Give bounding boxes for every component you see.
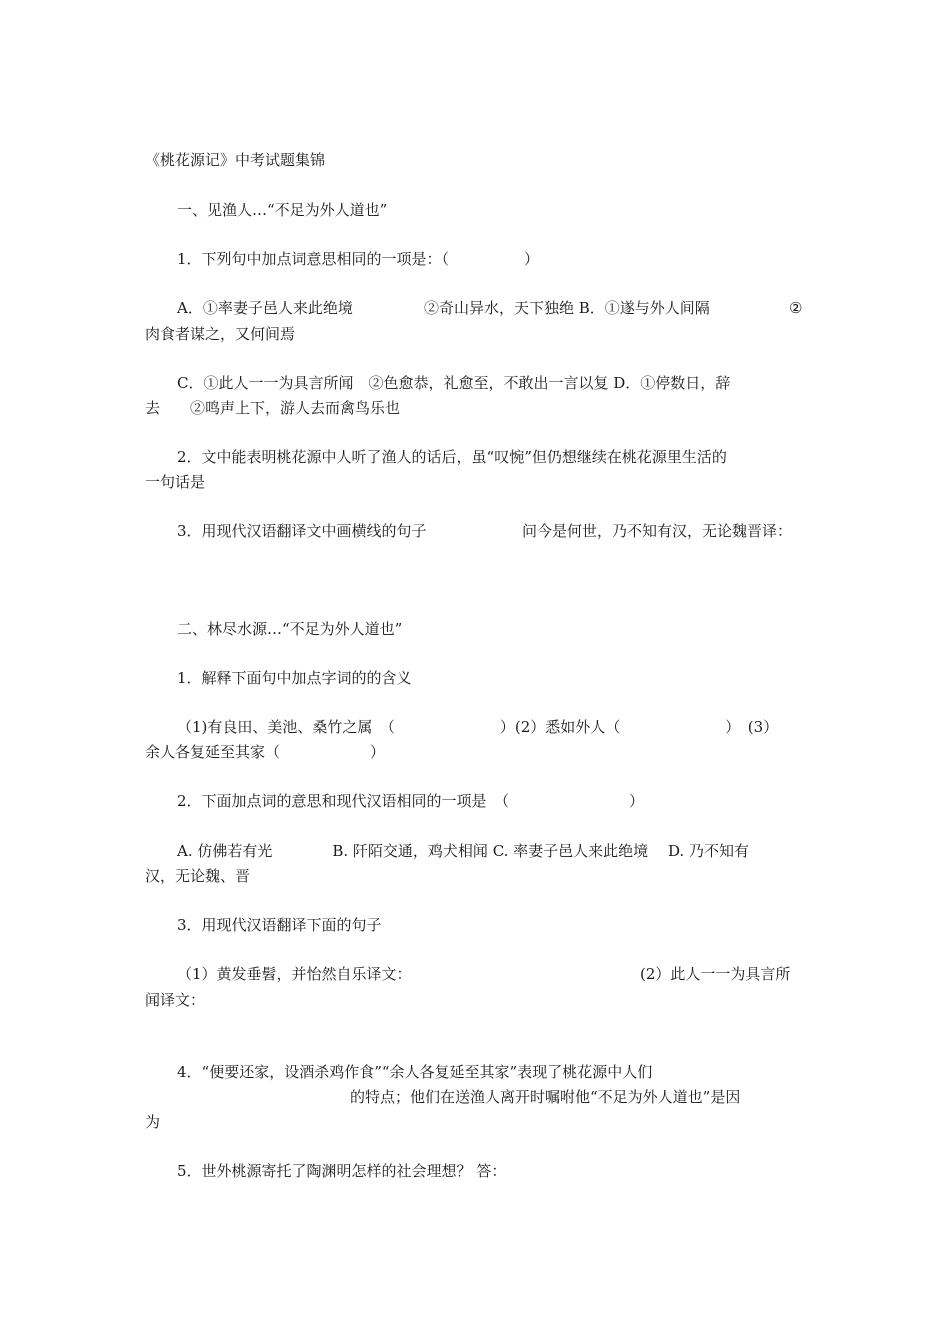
section1-question-3: 3．用现代汉语翻译文中画横线的句子	[177, 522, 427, 540]
section2-question-2: 2．下面加点词的意思和现代汉语相同的一项是 （ ）	[177, 792, 645, 810]
section1-q1-option-b-2: ②	[789, 299, 803, 317]
section2-q1-items-cont: 余人各复延至其家（ ）	[145, 743, 386, 761]
section1-q1-option-b-cont: 肉食者谋之，又何间焉	[145, 325, 296, 343]
section2-question-1: 1．解释下面句中加点字词的的含义	[177, 669, 412, 687]
section1-question-2: 2．文中能表明桃花源中人听了渔人的话后，虽“叹惋”但仍想继续在桃花源里生活的	[177, 448, 727, 466]
section1-heading: 一、见渔人…“不足为外人道也”	[177, 201, 388, 219]
section1-question-2-cont: 一句话是	[145, 473, 206, 491]
section2-heading: 二、林尽水源…“不足为外人道也”	[177, 620, 403, 638]
section2-q3-item-2: (2）此人一一为具言所	[640, 965, 791, 983]
section1-q1-option-a: A．①率妻子邑人来此绝境	[177, 299, 353, 317]
section2-q2-options: A. 仿佛若有光 B. 阡陌交通，鸡犬相闻 C. 率妻子邑人来此绝境 D. 乃不知有	[177, 842, 749, 860]
section2-q1-items: （1)有良田、美池、桑竹之属 （ ）(2）悉如外人（ ） (3）	[177, 718, 779, 736]
section1-q1-options-cd-cont: 去 ②鸣声上下，游人去而禽鸟乐也	[145, 399, 401, 417]
document-title: 《桃花源记》中考试题集锦	[145, 151, 326, 169]
section2-q3-item-2-cont: 闻译文：	[145, 991, 206, 1009]
section1-q1-options-cd: C．①此人一一为具言所闻 ②色愈恭，礼愈至，不敢出一言以复 D．①停数日，辞	[177, 374, 731, 392]
section2-q2-options-cont: 汉，无论魏、晋	[145, 867, 251, 885]
section2-question-4-end: 为	[145, 1113, 161, 1131]
section1-question-3-sentence: 问今是何世，乃不知有汉，无论魏晋译：	[522, 522, 793, 540]
section1-question-1: 1．下列句中加点词意思相同的一项是：（ ）	[177, 250, 540, 268]
section2-question-4-mid: 的特点；他们在送渔人离开时嘱咐他“不足为外人道也”是因	[350, 1088, 741, 1106]
section2-question-5: 5．世外桃源寄托了陶渊明怎样的社会理想？ 答：	[177, 1162, 507, 1180]
section2-question-3: 3．用现代汉语翻译下面的句子	[177, 916, 382, 934]
section1-q1-option-b: ②奇山异水，天下独绝 B．①遂与外人间隔	[424, 299, 710, 317]
section2-question-4: 4．“便要还家，设酒杀鸡作食”“余人各复延至其家”表现了桃花源中人们	[177, 1063, 653, 1081]
section2-q3-item-1: （1）黄发垂髫，并怡然自乐译文：	[177, 965, 412, 983]
